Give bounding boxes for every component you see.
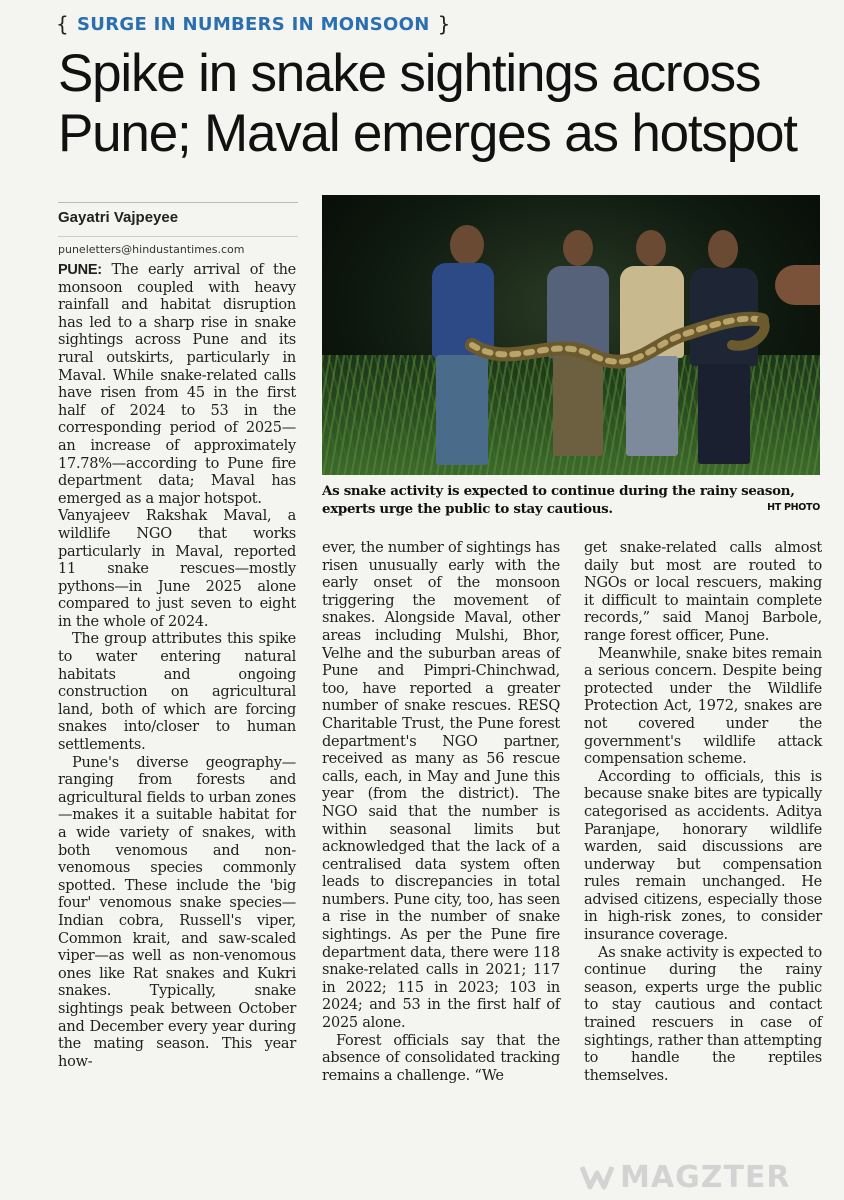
article-paragraph: Vanyajeev Rakshak Maval, a wildlife NGO that works particularly in Maval, reported 11 snake rescues—mostly pythons—in June 2025 alone compared to just seven to eight in the whole of 2024. (58, 508, 296, 630)
article-paragraph: Meanwhile, snake bites remain a serious concern. Despite being protected under the Wildlife Protection Act, 1972, snakes are not covered under the government's wildlife attack compensation scheme. (584, 645, 822, 768)
author-email: puneletters@hindustantimes.com (58, 236, 298, 256)
section-kicker (56, 12, 451, 36)
article-paragraph: Forest officials say that the absence of consolidated tracking remains a challenge. “We (322, 1032, 560, 1084)
article-paragraph: According to officials, this is because snake bites are typically categorised as accidents. Aditya Paranjape, honorary wildlife warden, said discussions are underway but compensation rules remain unchanged. He advised citizens, especially those in high-risk zones, to consider insurance coverage. (584, 768, 822, 944)
article-paragraph (58, 262, 296, 508)
article-column-1 (58, 262, 296, 1071)
kicker-close-brace: } (437, 12, 451, 36)
photo-credit: HT PHOTO (767, 502, 820, 513)
article-paragraph: The group attributes this spike to water entering natural habitats and ongoing construction on agricultural land, both of which are forcing snakes into/closer to human settlements. (58, 631, 296, 754)
article-paragraph: ever, the number of sightings has risen unusually early with the early onset of the monsoon triggering the movement of snakes. Alongside Maval, other areas including Mulshi, Bhor, Velhe and the suburban areas of Pune and Pimpri-Chinchwad, too, have reported a greater number of snake rescues. RESQ Charitable Trust, the Pune forest department's NGO partner, received as many as 56 rescue calls, each, in May and June this year (from the district). The NGO said that the number is within seasonal limits but acknowledged that the lack of a centralised data system often leads to discrepancies in total numbers. Pune city, too, has seen a rise in the number of snake sightings. As per the Pune fire department data, there were 118 snake-related calls in 2021; 117 in 2022; 115 in 2023; 103 in 2024; and 53 in the first half of 2025 alone. (322, 540, 560, 1032)
kicker-text: SURGE IN NUMBERS IN MONSOON (77, 13, 430, 35)
headline-line-1: Spike in snake sightings across (58, 44, 761, 103)
paragraph-text: The early arrival of the monsoon coupled with heavy rainfall and habitat disruption has led to a sharp rise in snake sightings across Pune and its rural outskirts, particularly in Maval. While snake-related calls have risen from 45 in the first half of 2024 to 53 in the corresponding period of 2025—an increase of approximately 17.78%—according to Pune fire department data; Maval has emerged as a major hotspot. (58, 262, 297, 507)
photo-caption (322, 482, 820, 518)
article-paragraph: get snake-related calls almost daily but most are routed to NGOs or local rescuers, making it difficult to maintain complete records,” said Manoj Barbole, range forest officer, Pune. (584, 540, 822, 644)
headline-line-2: Pune; Maval emerges as hotspot (58, 104, 797, 163)
python-snake (322, 195, 820, 475)
byline (58, 202, 298, 256)
article-paragraph: As snake activity is expected to continue during the rainy season, experts urge the public to stay cautious and contact trained rescuers in case of sightings, rather than attempting to handle the reptiles themselves. (584, 944, 822, 1084)
headline (58, 44, 828, 164)
magzter-watermark (580, 1160, 830, 1194)
kicker-open-brace: { (56, 12, 70, 36)
dateline: PUNE: (58, 262, 102, 278)
article-paragraph: Pune's diverse geography—ranging from forests and agricultural fields to urban zones—makes it a suitable habitat for a wide variety of snakes, with both venomous and non-venomous species commonly spotted. These include the 'big four' venomous snake species—Indian cobra, Russell's viper, Common krait, and saw-scaled viper—as well as non-venomous ones like Rat snakes and Kukri snakes. Typically, snake sightings peak between October and December every year during the mating season. This year how- (58, 754, 296, 1070)
watermark-text: MAGZTER (620, 1159, 791, 1195)
article-column-3 (584, 540, 822, 1085)
author-name: Gayatri Vajpeyee (58, 209, 179, 226)
article-column-2 (322, 540, 560, 1085)
caption-text: As snake activity is expected to continue during the rainy season, experts urge the public to stay cautious. (322, 483, 795, 517)
article-photo (322, 195, 820, 475)
magzter-logo-icon (580, 1163, 614, 1191)
